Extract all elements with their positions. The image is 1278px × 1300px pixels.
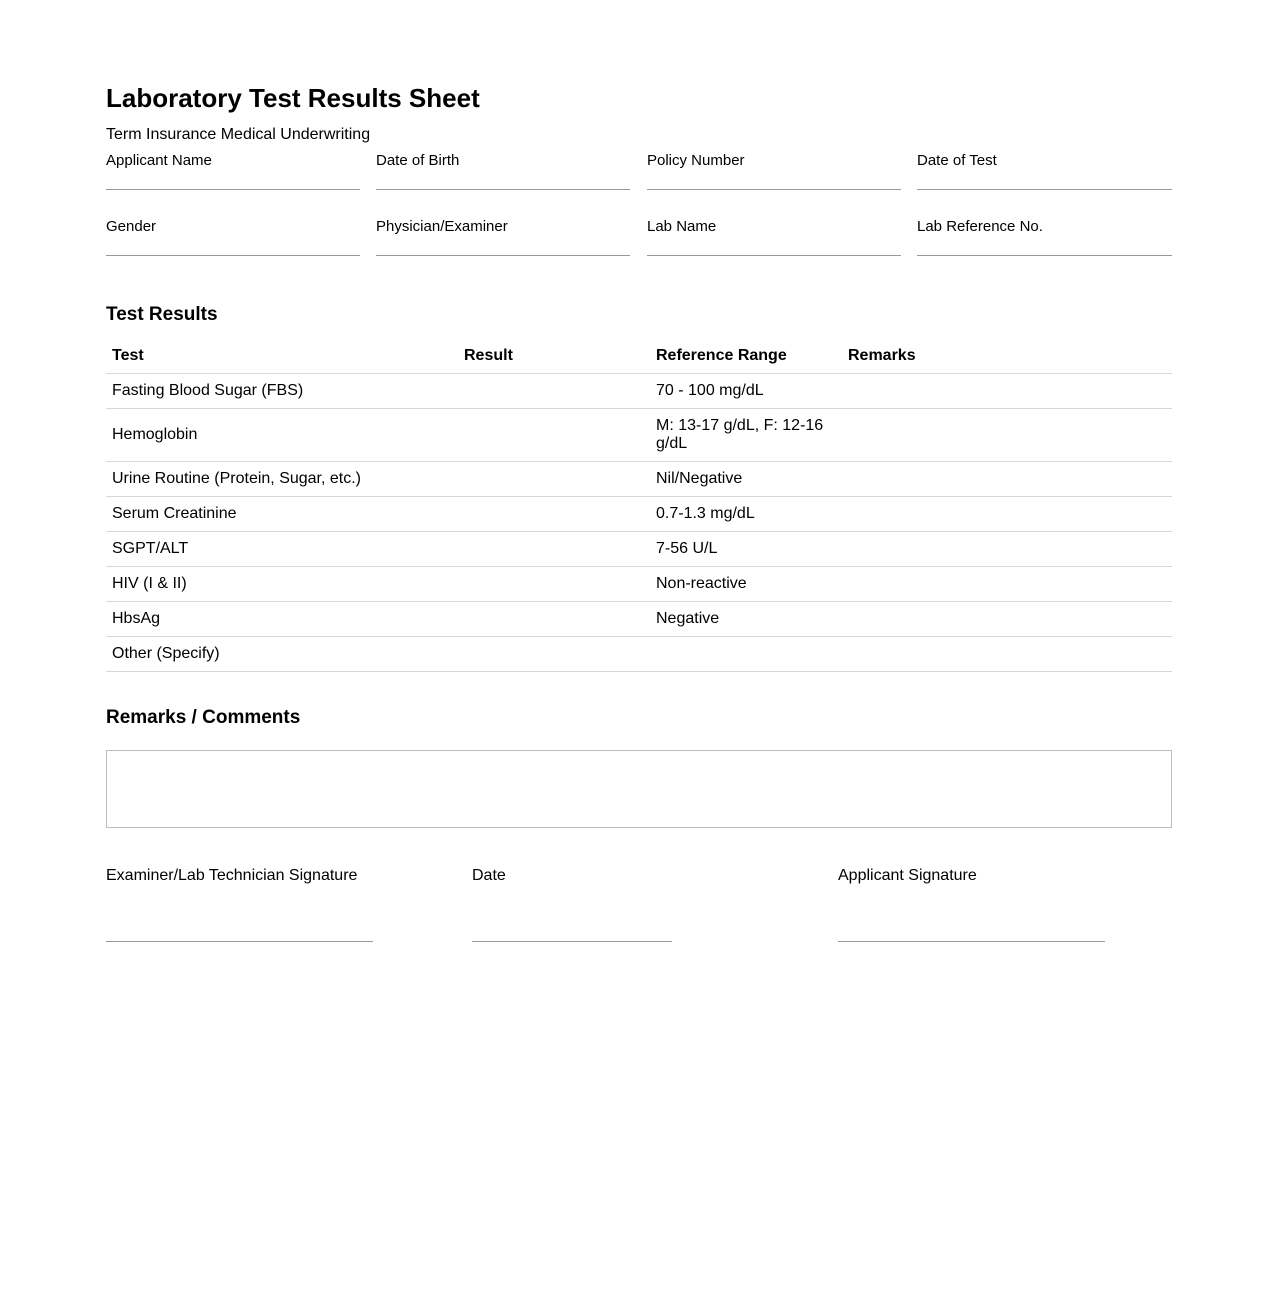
remarks-cell[interactable] <box>842 532 1172 567</box>
applicant-name-line[interactable] <box>106 189 360 190</box>
examiner-signature-field[interactable] <box>106 866 357 886</box>
policy-number-field[interactable] <box>647 152 901 170</box>
lab-name-line[interactable] <box>647 255 901 256</box>
gender-line[interactable] <box>106 255 360 256</box>
test-name-cell: HIV (I & II) <box>106 567 458 602</box>
reference-range-cell: Nil/Negative <box>650 462 842 497</box>
signature-date-line[interactable] <box>472 941 672 942</box>
applicant-signature-field[interactable] <box>838 866 977 886</box>
date-of-test-label: Date of Test <box>917 152 997 169</box>
gender-field[interactable] <box>106 218 360 236</box>
table-row <box>106 567 1172 602</box>
reference-range-cell: 0.7-1.3 mg/dL <box>650 497 842 532</box>
lab-reference-label: Lab Reference No. <box>917 218 1043 235</box>
examiner-signature-line[interactable] <box>106 941 373 942</box>
reference-range-cell: Non-reactive <box>650 567 842 602</box>
test-name-cell: SGPT/ALT <box>106 532 458 567</box>
remarks-textbox[interactable] <box>106 750 1172 828</box>
result-cell[interactable] <box>458 409 650 462</box>
date-of-birth-line[interactable] <box>376 189 630 190</box>
reference-range-cell: Negative <box>650 602 842 637</box>
lab-name-label: Lab Name <box>647 218 717 235</box>
date-of-birth-field[interactable] <box>376 152 630 170</box>
physician-examiner-field[interactable] <box>376 218 630 236</box>
applicant-signature-line[interactable] <box>838 941 1105 942</box>
column-header-test: Test <box>106 338 458 374</box>
reference-range-cell <box>650 637 842 672</box>
test-name-cell: Other (Specify) <box>106 637 458 672</box>
page-subtitle: Term Insurance Medical Underwriting <box>106 126 371 143</box>
table-row <box>106 374 1172 409</box>
applicant-name-label: Applicant Name <box>106 152 212 169</box>
result-cell[interactable] <box>458 567 650 602</box>
column-header-reference-range: Reference Range <box>650 338 842 374</box>
table-header-row <box>106 338 1172 374</box>
table-row <box>106 462 1172 497</box>
remarks-cell[interactable] <box>842 374 1172 409</box>
gender-label: Gender <box>106 218 157 235</box>
remarks-cell[interactable] <box>842 602 1172 637</box>
test-name-cell: Urine Routine (Protein, Sugar, etc.) <box>106 462 458 497</box>
result-cell[interactable] <box>458 532 650 567</box>
table-row <box>106 409 1172 462</box>
remarks-cell[interactable] <box>842 637 1172 672</box>
date-of-test-field[interactable] <box>917 152 1172 170</box>
applicant-name-field[interactable] <box>106 152 360 170</box>
test-results-table <box>106 338 1172 672</box>
result-cell[interactable] <box>458 462 650 497</box>
signature-date-field[interactable] <box>472 866 506 886</box>
column-header-result: Result <box>458 338 650 374</box>
reference-range-cell: M: 13-17 g/dL, F: 12-16 g/dL <box>650 409 842 462</box>
lab-reference-line[interactable] <box>917 255 1172 256</box>
reference-range-cell: 70 - 100 mg/dL <box>650 374 842 409</box>
table-row <box>106 602 1172 637</box>
physician-examiner-line[interactable] <box>376 255 630 256</box>
test-name-cell: HbsAg <box>106 602 458 637</box>
table-row <box>106 532 1172 567</box>
page-title: Laboratory Test Results Sheet <box>106 83 480 113</box>
result-cell[interactable] <box>458 637 650 672</box>
remarks-cell[interactable] <box>842 462 1172 497</box>
reference-range-cell: 7-56 U/L <box>650 532 842 567</box>
examiner-signature-label: Examiner/Lab Technician Signature <box>106 867 358 884</box>
result-cell[interactable] <box>458 602 650 637</box>
remarks-cell[interactable] <box>842 497 1172 532</box>
lab-reference-field[interactable] <box>917 218 1172 236</box>
remarks-heading: Remarks / Comments <box>106 707 301 728</box>
result-cell[interactable] <box>458 497 650 532</box>
table-row <box>106 497 1172 532</box>
signature-date-label: Date <box>472 867 506 884</box>
applicant-signature-label: Applicant Signature <box>838 867 977 884</box>
policy-number-line[interactable] <box>647 189 901 190</box>
physician-examiner-label: Physician/Examiner <box>376 218 508 235</box>
remarks-cell[interactable] <box>842 409 1172 462</box>
column-header-remarks: Remarks <box>842 338 1172 374</box>
test-name-cell: Serum Creatinine <box>106 497 458 532</box>
table-row <box>106 637 1172 672</box>
remarks-cell[interactable] <box>842 567 1172 602</box>
lab-name-field[interactable] <box>647 218 901 236</box>
test-name-cell: Fasting Blood Sugar (FBS) <box>106 374 458 409</box>
result-cell[interactable] <box>458 374 650 409</box>
date-of-birth-label: Date of Birth <box>376 152 460 169</box>
policy-number-label: Policy Number <box>647 152 745 169</box>
test-name-cell: Hemoglobin <box>106 409 458 462</box>
date-of-test-line[interactable] <box>917 189 1172 190</box>
test-results-heading: Test Results <box>106 304 218 325</box>
